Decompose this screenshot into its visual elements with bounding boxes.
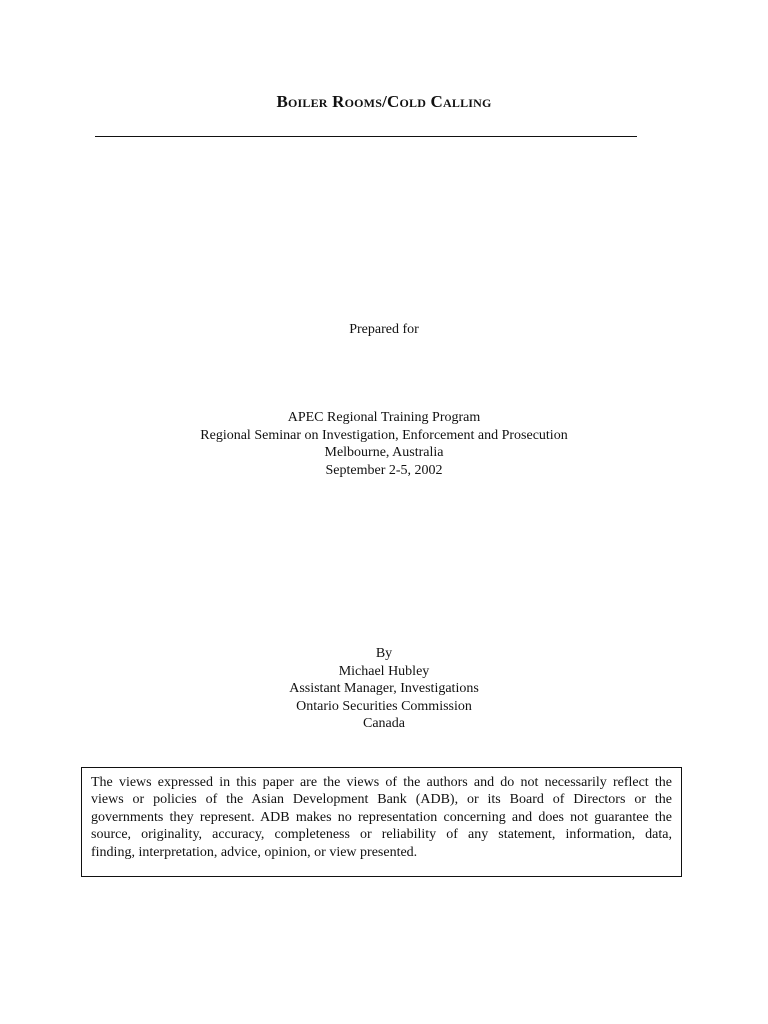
- seminar-name: Regional Seminar on Investigation, Enforcement and Prosecution: [200, 427, 568, 443]
- author-organization: Ontario Securities Commission: [296, 698, 472, 714]
- seminar-date: September 2-5, 2002: [325, 462, 443, 478]
- author-block: [0, 645, 768, 733]
- author-name: Michael Hubley: [338, 663, 430, 679]
- program-info-block: [0, 409, 768, 479]
- author-title: Assistant Manager, Investigations: [289, 681, 479, 696]
- disclaimer-line: source, originality, accuracy, completeness or reliability of any statement, information, data,: [91, 827, 672, 843]
- disclaimer-line: views or policies of the Asian Development Bank (ADB), or its Board of Directors or the: [91, 792, 672, 808]
- by-label: By: [375, 646, 393, 661]
- disclaimer-line: The views expressed in this paper are the views of the authors and do not necessarily reflect the: [91, 775, 672, 790]
- document-title: Boiler Rooms/Cold Calling: [276, 92, 492, 111]
- disclaimer-line: governments they represent. ADB makes no representation concerning and does not guarantee the: [91, 809, 672, 825]
- prepared-for-block: [0, 321, 768, 339]
- disclaimer-box: [81, 767, 682, 877]
- disclaimer-line: finding, interpretation, advice, opinion, or view presented.: [91, 844, 418, 860]
- prepared-for-text: Prepared for: [349, 322, 419, 337]
- author-country: Canada: [363, 716, 405, 731]
- program-name: APEC Regional Training Program: [287, 410, 481, 425]
- seminar-location: Melbourne, Australia: [324, 445, 444, 460]
- title-underline: [95, 136, 637, 137]
